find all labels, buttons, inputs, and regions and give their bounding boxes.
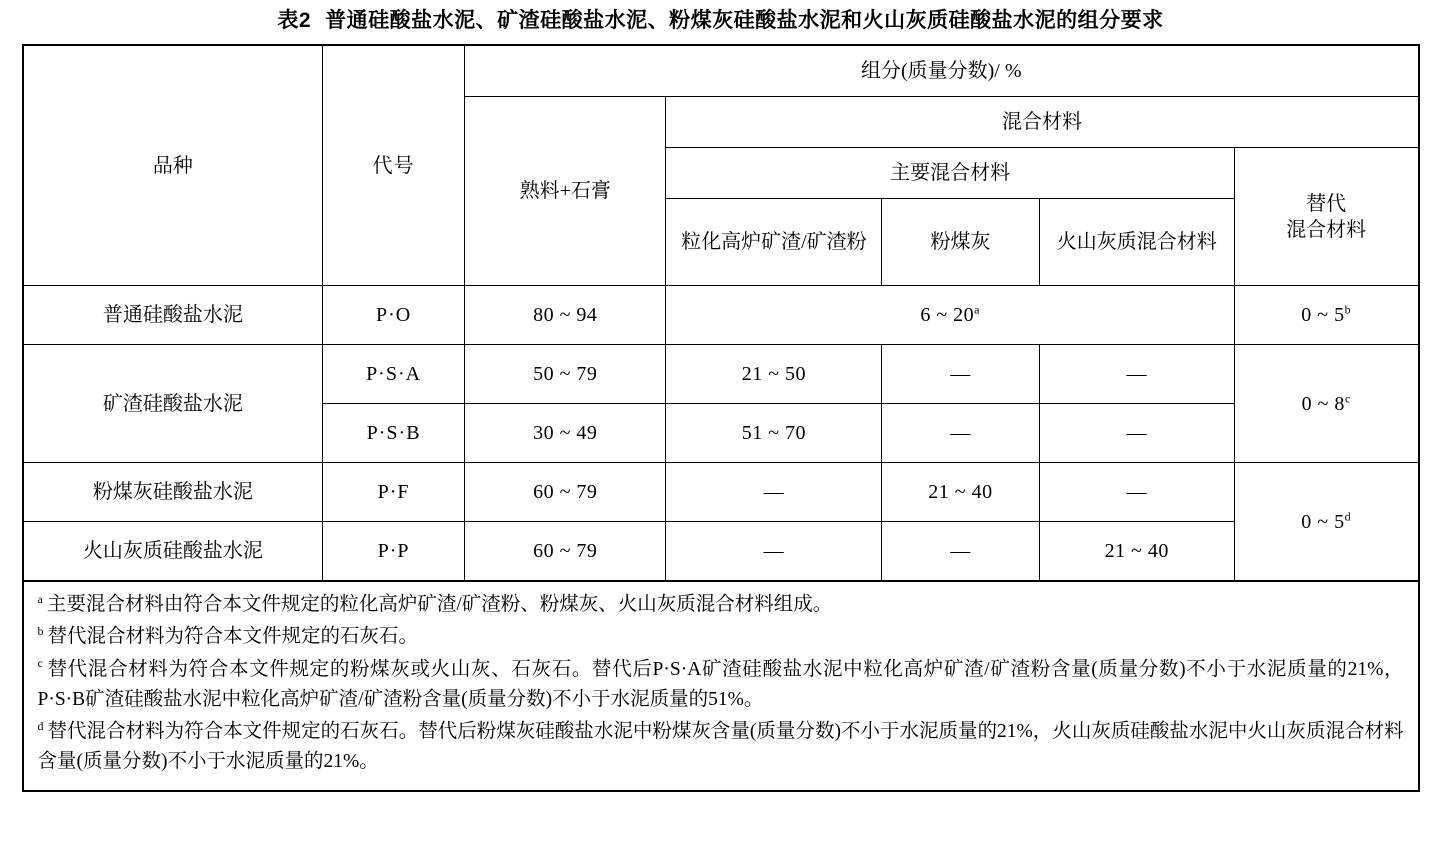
row-fly-ash: — <box>882 522 1039 582</box>
row-slag: 21 ~ 50 <box>666 345 882 404</box>
header-fly-ash: 粉煤灰 <box>882 199 1039 286</box>
composition-table <box>22 44 1420 582</box>
row-clinker: 30 ~ 49 <box>465 404 666 463</box>
footnote-text: 替代混合材料为符合本文件规定的石灰石。 <box>47 626 419 648</box>
row-substitute-value: 0 ~ 5 <box>1301 304 1345 327</box>
row-code: P·S·A <box>323 345 465 404</box>
header-code: 代号 <box>323 45 465 286</box>
header-substitute-line1: 替代 <box>1306 192 1347 215</box>
row-slag: — <box>666 522 882 582</box>
header-main-blending: 主要混合材料 <box>666 148 1234 199</box>
row-clinker: 60 ~ 79 <box>465 522 666 582</box>
row-main-blending-merged <box>666 286 1234 345</box>
header-variety: 品种 <box>23 45 323 286</box>
row-fly-ash: — <box>882 404 1039 463</box>
table-footnotes <box>22 582 1420 791</box>
row-substitute-sup: d <box>1344 509 1352 524</box>
header-substitute <box>1234 148 1418 286</box>
footnote-marker: d <box>37 718 44 733</box>
footnote-marker: a <box>37 591 43 606</box>
row-slag: — <box>666 463 882 522</box>
table-row <box>23 345 1419 404</box>
row-main-blending-value: 6 ~ 20 <box>920 304 975 327</box>
row-main-blending-sup: a <box>974 302 980 317</box>
footnote-text: 替代混合材料为符合本文件规定的石灰石。替代后粉煤灰硅酸盐水泥中粉煤灰含量(质量分数)不小于水泥质量的21%，火山灰质硅酸盐水泥中火山灰质混合材料含量(质量分数)不小于水泥质量的21%。 <box>37 721 1404 773</box>
row-name: 火山灰质硅酸盐水泥 <box>23 522 323 582</box>
row-substitute-value: 0 ~ 8 <box>1301 392 1345 415</box>
table-row <box>23 522 1419 582</box>
row-substitute <box>1234 286 1418 345</box>
row-code: P·O <box>323 286 465 345</box>
row-clinker: 50 ~ 79 <box>465 345 666 404</box>
table-header-row-1 <box>23 45 1419 97</box>
row-pozzolana: — <box>1039 404 1234 463</box>
header-clinker-gypsum: 熟料+石膏 <box>465 97 666 286</box>
header-pozzolana: 火山灰质混合材料 <box>1039 199 1234 286</box>
row-substitute-value: 0 ~ 5 <box>1301 510 1345 533</box>
header-substitute-line2: 混合材料 <box>1286 218 1367 241</box>
row-name: 普通硅酸盐水泥 <box>23 286 323 345</box>
row-name: 矿渣硅酸盐水泥 <box>23 345 323 463</box>
row-code: P·S·B <box>323 404 465 463</box>
row-substitute-sup: b <box>1344 302 1352 317</box>
table-row <box>23 463 1419 522</box>
row-clinker: 60 ~ 79 <box>465 463 666 522</box>
footnote-d <box>38 717 1404 777</box>
row-clinker: 80 ~ 94 <box>465 286 666 345</box>
row-code: P·P <box>323 522 465 582</box>
row-fly-ash: — <box>882 345 1039 404</box>
header-blending-materials: 混合材料 <box>666 97 1419 148</box>
header-slag: 粒化高炉矿渣/矿渣粉 <box>666 199 882 286</box>
row-pozzolana: — <box>1039 463 1234 522</box>
table-caption <box>0 0 1441 44</box>
row-substitute <box>1234 345 1418 463</box>
row-code: P·F <box>323 463 465 522</box>
header-composition: 组分(质量分数)/ % <box>465 45 1419 97</box>
footnote-text: 主要混合材料由符合本文件规定的粒化高炉矿渣/矿渣粉、粉煤灰、火山灰质混合材料组成。 <box>46 594 833 616</box>
row-fly-ash: 21 ~ 40 <box>882 463 1039 522</box>
footnote-marker: b <box>37 623 44 638</box>
row-name: 粉煤灰硅酸盐水泥 <box>23 463 323 522</box>
footnote-text: 替代混合材料为符合本文件规定的粉煤灰或火山灰、石灰石。替代后P·S·A矿渣硅酸盐水泥中粒化高炉矿渣/矿渣粉含量(质量分数)不小于水泥质量的21%，P·S·B矿渣硅酸盐水泥中粒化高炉矿渣/矿渣粉含量(质量分数)不小于水泥质量的51%。 <box>37 658 1404 710</box>
row-pozzolana: 21 ~ 40 <box>1039 522 1234 582</box>
table-row <box>23 286 1419 345</box>
row-substitute-sup: c <box>1344 391 1351 406</box>
caption-title: 普通硅酸盐水泥、矿渣硅酸盐水泥、粉煤灰硅酸盐水泥和火山灰质硅酸盐水泥的组分要求 <box>325 9 1164 32</box>
caption-number: 表2 <box>277 9 312 32</box>
row-pozzolana: — <box>1039 345 1234 404</box>
row-substitute <box>1234 463 1418 582</box>
row-slag: 51 ~ 70 <box>666 404 882 463</box>
footnote-a <box>38 590 1404 620</box>
footnote-marker: c <box>37 656 43 671</box>
footnote-b <box>38 622 1404 652</box>
footnote-c <box>38 655 1404 715</box>
